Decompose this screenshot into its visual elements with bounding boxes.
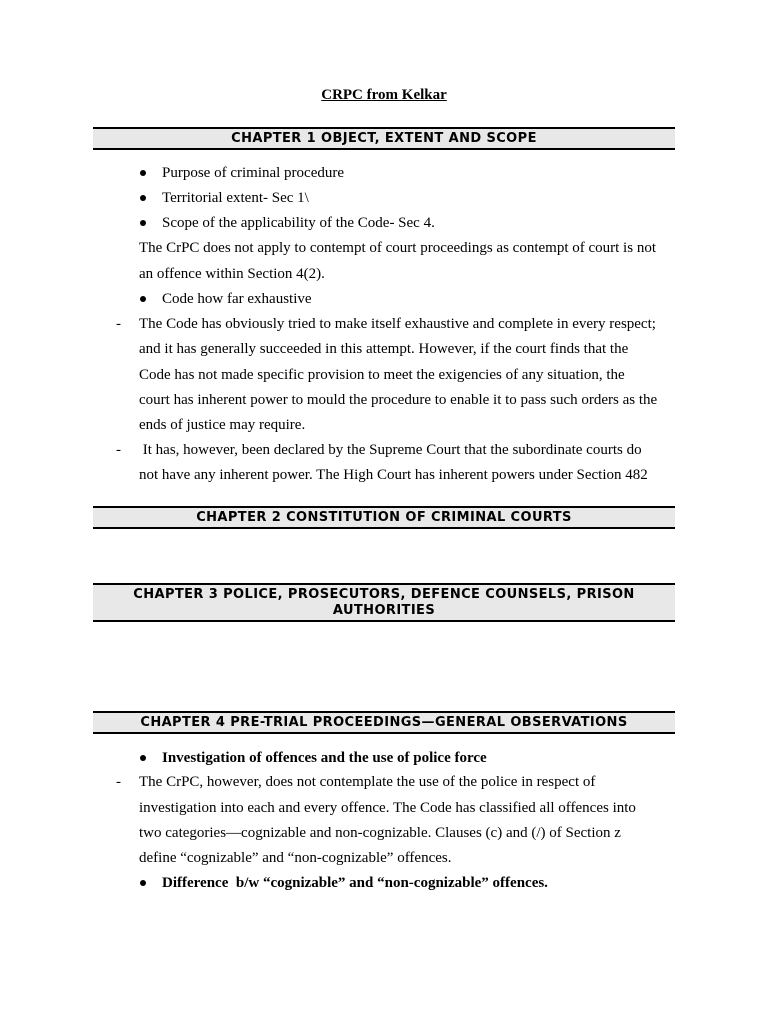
list-item: Investigation of offences and the use of police force — [162, 750, 487, 766]
paragraph-line: Code has not made specific provision to meet the exigencies of any situation, the — [139, 367, 625, 383]
bullet-icon — [140, 296, 146, 302]
chapter-3-heading — [93, 583, 675, 622]
paragraph-line: The Code has obviously tried to make itself exhaustive and complete in every respect; — [139, 316, 656, 332]
chapter-3-heading-line2: AUTHORITIES — [332, 603, 436, 618]
paragraph-line: The CrPC does not apply to contempt of court proceedings as contempt of court is not — [139, 240, 656, 256]
bullet-icon — [140, 755, 146, 761]
paragraph-line: an offence within Section 4(2). — [139, 266, 325, 282]
list-item: Territorial extent- Sec 1\ — [162, 190, 309, 206]
bullet-icon — [140, 170, 146, 176]
paragraph-line: and it has generally succeeded in this attempt. However, if the court finds that the — [139, 341, 629, 357]
paragraph-line: It has, however, been declared by the Supreme Court that the subordinate courts do — [139, 442, 642, 458]
list-item: Difference b/w “cognizable” and “non-cognizable” offences. — [162, 875, 548, 891]
dash-marker: - — [116, 442, 121, 458]
paragraph-line: define “cognizable” and “non-cognizable” offences. — [139, 850, 452, 866]
chapter-3-heading-line1: CHAPTER 3 POLICE, PROSECUTORS, DEFENCE COUNSELS, PRISON — [133, 587, 635, 602]
chapter-4-heading: CHAPTER 4 PRE-TRIAL PROCEEDINGS—GENERAL OBSERVATIONS — [93, 711, 675, 734]
dash-marker: - — [116, 316, 121, 332]
paragraph-line: investigation into each and every offence. The Code has classified all offences into — [139, 800, 636, 816]
paragraph-line: ends of justice may require. — [139, 417, 306, 433]
document-title: CRPC from Kelkar — [321, 87, 447, 103]
paragraph-line: court has inherent power to mould the procedure to enable it to pass such orders as the — [139, 392, 658, 408]
paragraph-line: two categories—cognizable and non-cognizable. Clauses (c) and (/) of Section z — [139, 825, 621, 841]
paragraph-line: The CrPC, however, does not contemplate the use of the police in respect of — [139, 774, 596, 790]
list-item: Purpose of criminal procedure — [162, 165, 345, 181]
bullet-icon — [140, 220, 146, 226]
list-item: Scope of the applicability of the Code- Sec 4. — [162, 215, 435, 231]
paragraph-line: not have any inherent power. The High Court has inherent powers under Section 482 — [139, 467, 648, 483]
dash-marker: - — [116, 774, 121, 790]
chapter-2-heading: CHAPTER 2 CONSTITUTION OF CRIMINAL COURTS — [93, 506, 675, 529]
chapter-1-heading: CHAPTER 1 OBJECT, EXTENT AND SCOPE — [93, 127, 675, 150]
list-item: Code how far exhaustive — [162, 291, 312, 307]
bullet-icon — [140, 195, 146, 201]
bullet-icon — [140, 880, 146, 886]
